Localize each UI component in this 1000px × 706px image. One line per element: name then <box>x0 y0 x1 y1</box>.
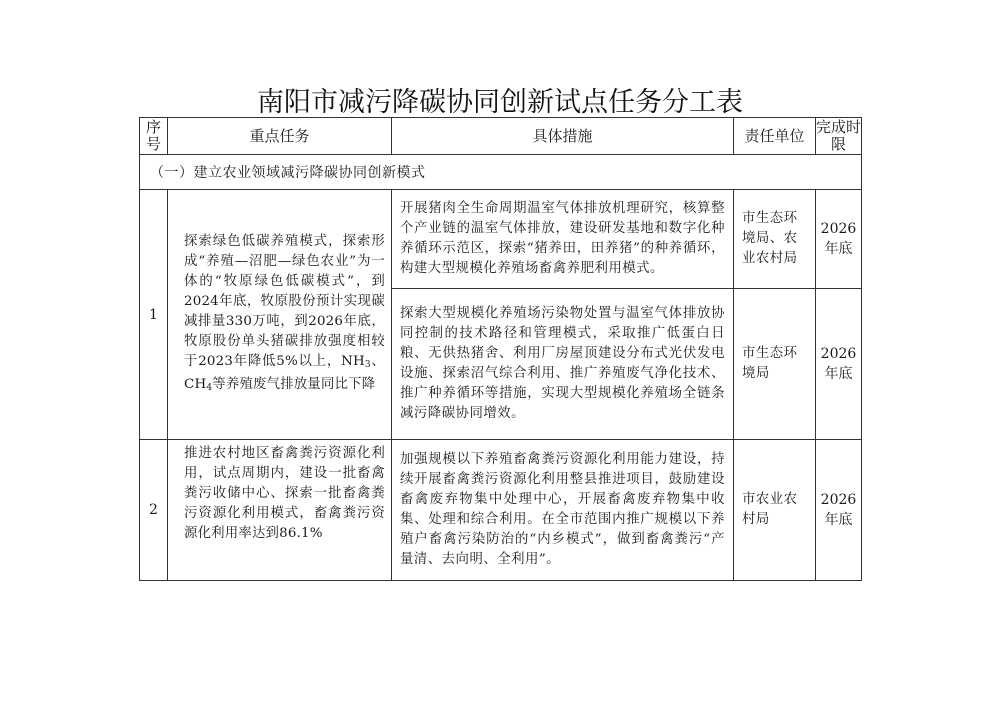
row-seq: 2 <box>140 440 168 581</box>
header-task: 重点任务 <box>168 118 392 155</box>
section-title: （一）建立农业领域减污降碳协同创新模式 <box>140 155 862 190</box>
section-row <box>140 155 862 190</box>
row-measure: 探索大型规模化养殖场污染物处置与温室气体排放协同控制的技术路径和管理模式，采取推广低蛋白日粮、无供热猪舍、利用厂房屋顶建设分布式光伏发电设施、探索沼气综合利用、推广养殖废气净化技术、推广种养循环等措施，实现大型规模化养殖场全链条减污降碳协同增效。 <box>392 289 734 440</box>
task-sub-nh3: 3 <box>364 359 371 370</box>
task-table <box>139 117 862 581</box>
row-task <box>168 190 392 440</box>
row-task: 推进农村地区畜禽粪污资源化利用，试点周期内，建设一批畜禽粪污收储中心、探索一批畜禽粪污资源化利用模式，畜禽粪污资源化利用率达到86.1% <box>168 440 392 581</box>
table-row <box>140 190 862 289</box>
row-deadline: 2026年底 <box>816 190 862 289</box>
row-unit: 市农业农村局 <box>734 440 816 581</box>
header-deadline: 完成时限 <box>816 118 862 153</box>
row-deadline: 2026年底 <box>816 289 862 440</box>
table-row <box>140 440 862 581</box>
task-text-sep: 、CH <box>184 353 386 392</box>
row-unit: 市生态环境局 <box>734 289 816 440</box>
task-text-b: 等养殖废气排放量同比下降 <box>212 376 376 392</box>
row-measure: 开展猪肉全生命周期温室气体排放机理研究，核算整个产业链的温室气体排放，建设研发基地和数字化种养循环示范区，探索“猪养田，田养猪”的种养循环，构建大型规模化养殖场畜禽养肥利用模式。 <box>392 190 734 289</box>
row-unit: 市生态环境局、农业农村局 <box>734 190 816 289</box>
row-measure: 加强规模以下养殖畜禽粪污资源化利用能力建设，持续开展畜禽粪污资源化利用整县推进项目，鼓励建设畜禽废弃物集中处理中心，开展畜禽废弃物集中收集、处理和综合利用。在全市范围内推广规模以下养殖户畜禽污染防治的“内乡模式”，做到畜禽粪污“产量清、去向明、全利用”。 <box>392 440 734 581</box>
header-unit: 责任单位 <box>734 118 816 155</box>
header-measures: 具体措施 <box>392 118 734 155</box>
row-deadline: 2026年底 <box>816 440 862 581</box>
row-seq: 1 <box>140 190 168 440</box>
header-seq: 序号 <box>140 118 168 155</box>
page-title: 南阳市减污降碳协同创新试点任务分工表 <box>257 87 743 118</box>
header-row <box>140 118 862 155</box>
task-sub-ch4: 4 <box>206 382 213 393</box>
task-text-a: 探索绿色低碳养殖模式，探索形成“养殖—沼肥—绿色农业”为一体的“牧原绿色低碳模式”，到2024年底，牧原股份预计实现碳减排量330万吨，到2026年底，牧原股份单头猪碳排放强度相较于2023年降低5%以上，NH <box>184 233 385 369</box>
